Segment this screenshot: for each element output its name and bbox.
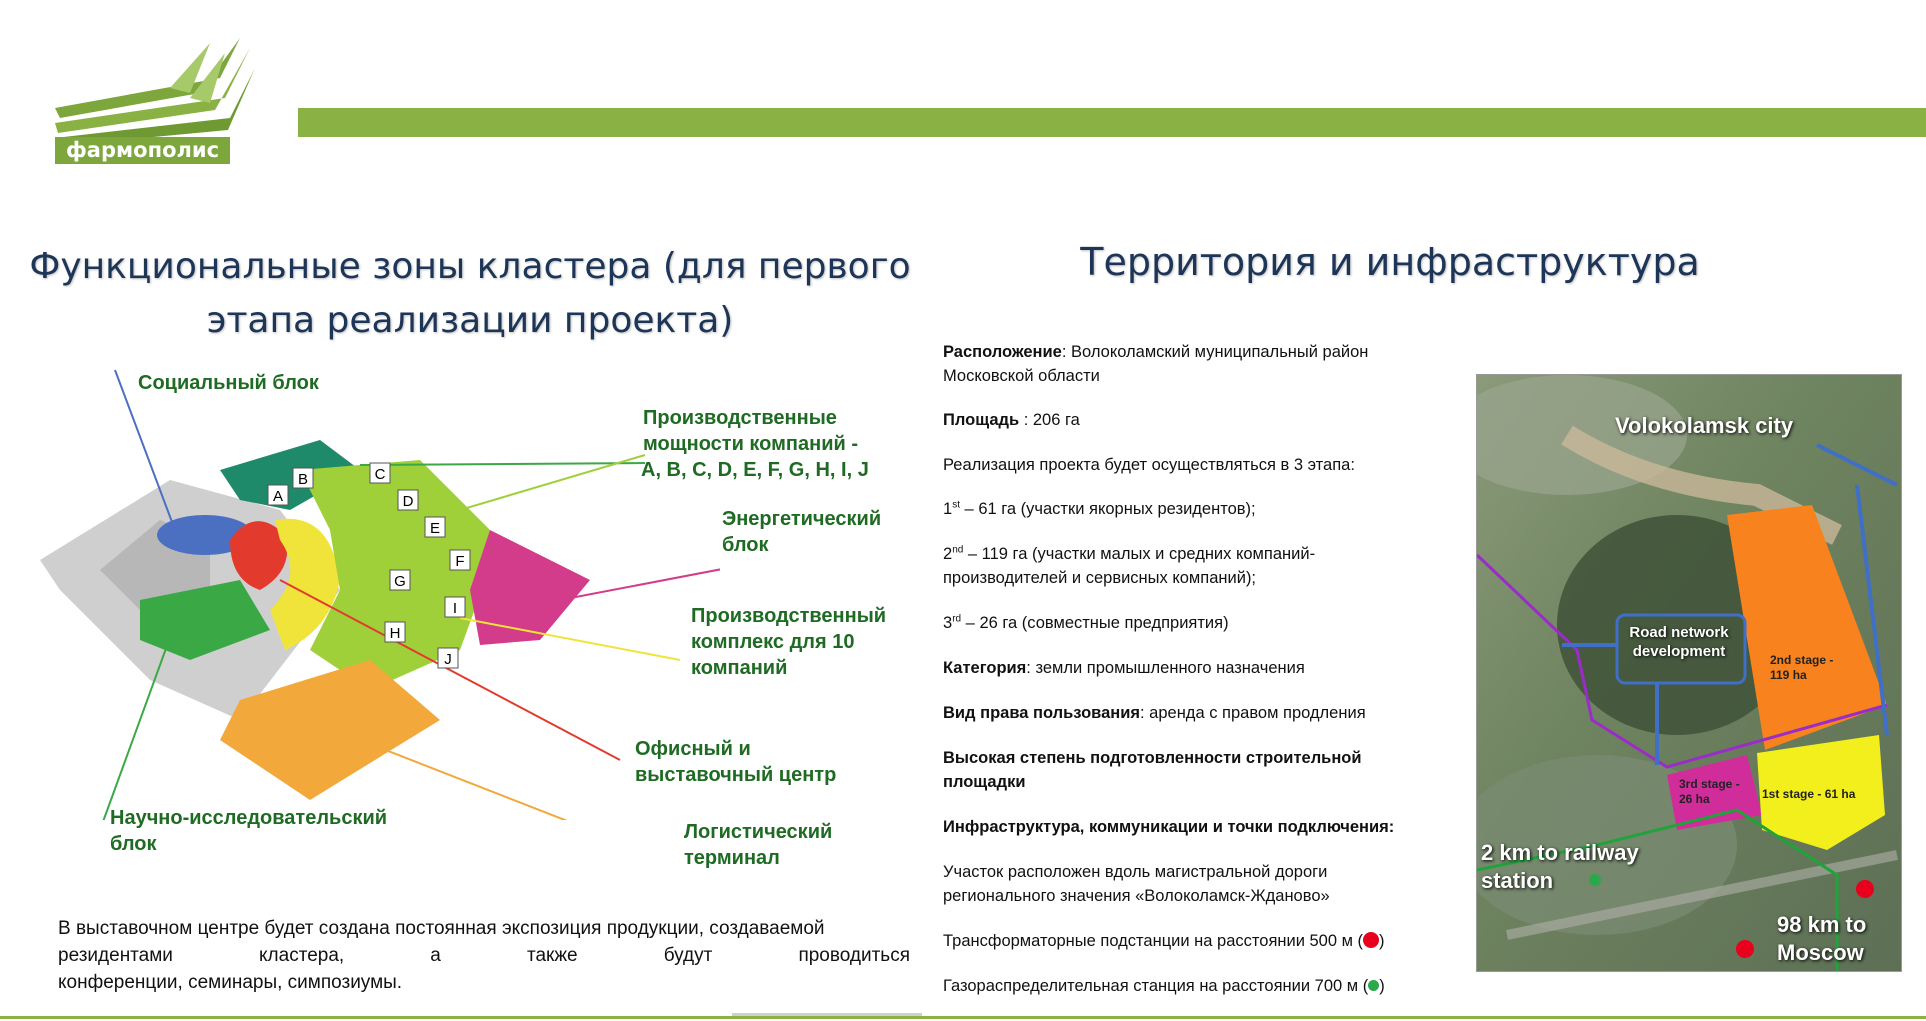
svg-text:B: B <box>297 471 309 488</box>
map-railway-line2: station <box>1481 868 1554 893</box>
plot-a <box>268 485 288 505</box>
label-office-line1: Офисный и <box>635 738 751 760</box>
transformer-close: ) <box>1379 932 1385 950</box>
plot-c <box>370 463 390 483</box>
stage1-text: – 61 га (участки якорных резидентов); <box>959 500 1256 518</box>
stage2-text-1: – 119 га (участки малых и средних компаний- <box>963 545 1316 563</box>
stage1-sup: st <box>952 499 960 511</box>
label-research-line2: блок <box>110 833 157 855</box>
map-moscow-line2: Moscow <box>1777 940 1864 965</box>
label-research-line1: Научно-исследовательский <box>110 807 388 829</box>
territory-title: Территория и инфраструктура <box>1080 240 1700 284</box>
info-road <box>943 860 1443 908</box>
readiness-line1: Высокая степень подготовленности строительной <box>943 749 1362 767</box>
info-stage3 <box>943 611 1443 635</box>
label-production-line3: A, B, C, D, E, F, G, H, I, J <box>641 459 869 481</box>
label-production-line1: Производственные <box>643 407 837 429</box>
location-value-2: Московской области <box>943 367 1100 385</box>
plot-g <box>390 570 410 590</box>
map-moscow-line1: 98 km to <box>1777 912 1867 937</box>
zones-title <box>20 240 920 348</box>
map-stage1-label: 1st stage - 61 ha <box>1762 787 1856 801</box>
note-line1: В выставочном центре будет создана постоянная экспозиция продукции, создаваемой <box>58 918 825 939</box>
red-dot-icon <box>1363 932 1379 948</box>
stage2-text-2: производителей и сервисных компаний); <box>943 569 1257 587</box>
info-stage2 <box>943 542 1443 590</box>
label-complex-line3: компаний <box>691 657 788 679</box>
svg-text:F: F <box>455 553 465 570</box>
road-line1: Участок расположен вдоль магистральной дороги <box>943 863 1328 881</box>
usage-value: : аренда с правом продления <box>1140 704 1366 722</box>
info-location <box>943 340 1443 388</box>
plot-e <box>425 517 445 537</box>
label-logistics <box>684 819 832 871</box>
cluster-zones-illustration <box>40 360 720 820</box>
note-line2: резидентами кластера, а также будут проводиться <box>58 945 910 966</box>
map-stage3-line2: 26 ha <box>1679 792 1710 806</box>
info-gas <box>943 974 1443 998</box>
label-social: Социальный блок <box>138 372 319 394</box>
gas-close: ) <box>1379 977 1385 995</box>
map-railway-label <box>1481 839 1639 895</box>
zones-title-line1: Функциональные зоны кластера (для первого <box>29 246 911 287</box>
svg-text:D: D <box>402 493 414 510</box>
label-office <box>635 736 836 788</box>
map-stage3-line1: 3rd stage - <box>1679 777 1740 791</box>
stage2-sup: nd <box>952 544 964 556</box>
info-usage-right <box>943 701 1443 725</box>
location-value-1: : Волоколамский муниципальный район <box>1061 343 1369 361</box>
info-readiness <box>943 746 1443 794</box>
svg-text:G: G <box>394 573 406 590</box>
label-energy-line2: блок <box>722 534 769 556</box>
map-railway-line1: 2 km to railway <box>1481 840 1639 865</box>
plot-j <box>438 648 458 668</box>
transformer-dot-2 <box>1736 940 1754 958</box>
info-stages-intro: Реализация проекта будет осуществляться в 3 этапа: <box>943 456 1355 474</box>
plot-h <box>385 622 405 642</box>
plot-i <box>445 597 465 617</box>
label-complex <box>691 603 886 681</box>
site-map <box>1476 374 1902 972</box>
info-infra-heading <box>943 815 1443 839</box>
footer-accent-line <box>0 1016 1926 1019</box>
area-value: : 206 га <box>1019 411 1080 429</box>
info-stage1 <box>943 497 1443 521</box>
green-dot-icon <box>1368 980 1379 991</box>
svg-text:C: C <box>374 466 386 483</box>
logo-text: фармополис <box>55 137 230 164</box>
label-complex-line1: Производственный <box>691 605 887 627</box>
plot-f <box>450 550 470 570</box>
area-label: Площадь <box>943 411 1020 429</box>
category-label: Категория <box>943 659 1027 677</box>
map-moscow-label <box>1777 911 1866 967</box>
readiness-line2: площадки <box>943 773 1026 791</box>
label-research <box>110 805 387 857</box>
note-line3: конференции, семинары, симпозиумы. <box>58 972 403 993</box>
map-city-label: Volokolamsk city <box>1615 413 1794 438</box>
plot-b <box>293 468 313 488</box>
info-category <box>943 656 1443 680</box>
category-value: : земли промышленного назначения <box>1026 659 1305 677</box>
stage3-num: 3 <box>943 614 953 632</box>
gas-text: Газораспределительная станция на расстоянии 700 м ( <box>943 977 1369 995</box>
svg-text:E: E <box>429 520 441 537</box>
plot-d <box>398 490 418 510</box>
label-logistics-line2: терминал <box>684 847 780 869</box>
map-stage2-line1: 2nd stage - <box>1770 653 1834 667</box>
svg-text:I: I <box>452 600 458 617</box>
map-stage3-label <box>1679 777 1740 807</box>
label-production <box>643 405 869 483</box>
svg-text:J: J <box>444 651 452 668</box>
exhibition-note <box>58 915 910 996</box>
stage1-num: 1 <box>943 500 953 518</box>
svg-text:A: A <box>272 488 284 505</box>
usage-label: Вид права пользования <box>943 704 1140 722</box>
map-road-label <box>1619 623 1739 661</box>
location-label: Расположение <box>943 343 1062 361</box>
info-area <box>943 408 1443 432</box>
label-logistics-line1: Логистический <box>684 821 833 843</box>
map-stage2-label <box>1770 653 1833 683</box>
label-production-line2: мощности компаний - <box>643 433 859 455</box>
infra-heading: Инфраструктура, коммуникации и точки подключения: <box>943 818 1395 836</box>
label-energy-line1: Энергетический <box>722 508 882 530</box>
label-complex-line2: комплекс для 10 <box>691 631 855 653</box>
stage2-num: 2 <box>943 545 953 563</box>
label-energy <box>722 506 881 558</box>
svg-text:H: H <box>389 625 401 642</box>
zone-energy <box>470 530 590 645</box>
map-stage2-line2: 119 ha <box>1770 668 1807 682</box>
transformer-dot-1 <box>1856 880 1874 898</box>
info-transformer <box>943 929 1443 953</box>
map-road-line1: Road network <box>1629 624 1729 641</box>
road-line2: регионального значения «Волоколамск-Жданово» <box>943 887 1330 905</box>
map-road-line2: development <box>1632 643 1726 660</box>
zones-title-line2: этапа реализации проекта) <box>206 300 734 341</box>
stage3-sup: rd <box>952 613 962 625</box>
transformer-text: Трансформаторные подстанции на расстоянии 500 м ( <box>943 932 1364 950</box>
stage3-text: – 26 га (совместные предприятия) <box>961 614 1229 632</box>
label-office-line2: выставочный центр <box>635 764 837 786</box>
header-accent-bar <box>298 108 1926 137</box>
